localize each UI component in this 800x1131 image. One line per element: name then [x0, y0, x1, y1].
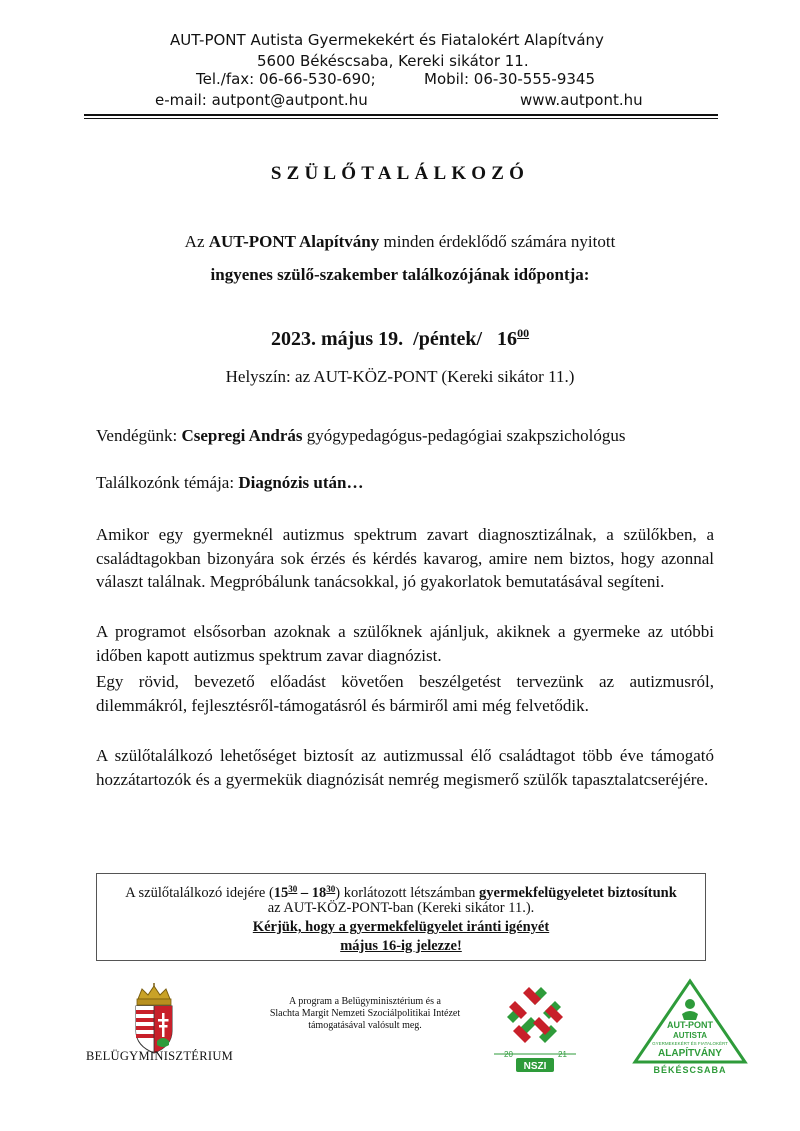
topic-label: Találkozónk témája: — [96, 473, 239, 492]
notice-time-start: $15^{30} - 18^{30}$ — [273, 884, 336, 901]
paragraph-2: A programot elsősorban azoknak a szülőknek ajánljuk, akiknek a gyermeke az utóbbi időben kapott autizmus spektrum zavar diagnózist. — [96, 622, 714, 665]
autpont-logo-line3: GYERMEKEKÉRT ÉS FIATALOKÉRT — [652, 1041, 728, 1046]
topic-value: Diagnózis után… — [238, 473, 364, 492]
intro-prefix: Az — [184, 232, 209, 251]
ministry-label: BELÜGYMINISZTÉRIUM — [86, 1049, 234, 1063]
org-mobile: Mobil: 06-30-555-9345 — [424, 70, 596, 88]
sponsor-line-1: A program a Belügyminisztérium és a — [289, 996, 441, 1007]
nszi-name: NSZI — [523, 1061, 547, 1072]
guest-line — [96, 424, 714, 448]
autpont-logo-line4: ALAPÍTVÁNY — [658, 1048, 722, 1059]
childcare-notice-box — [96, 873, 706, 961]
notice-line-3: Kérjük, hogy a gyermekfelügyelet iránti igényét — [252, 919, 550, 935]
header-rule — [84, 114, 718, 116]
nszi-year-left: 20 — [504, 1050, 513, 1059]
notice-bold-end: gyermekfelügyeletet biztosítunk — [479, 885, 677, 901]
autpont-logo-icon — [630, 978, 750, 1076]
notice-prefix: A szülőtalálkozó idejére ( — [125, 885, 274, 901]
nszi-logo-icon — [490, 985, 580, 1073]
intro-line-1 — [0, 232, 800, 252]
org-email: e-mail: autpont@autpont.hu — [155, 91, 368, 109]
header-rule-thin — [84, 118, 718, 119]
paragraph-4: A szülőtalálkozó lehetőséget biztosít az autizmussal élő családtagot több éve támogató hozzátartozók és a gyermekük diagnózisát nemrég megismerő szülők tapasztalatcseréjére. — [96, 746, 714, 789]
autpont-logo-line5: BÉKÉSCSABA — [653, 1065, 727, 1075]
event-date — [0, 326, 800, 351]
notice-line-4: május 16-ig jelezze! — [340, 938, 462, 954]
topic-line — [96, 471, 714, 495]
notice-middle: ) korlátozott létszámban — [335, 885, 480, 901]
org-address: 5600 Békéscsaba, Kereki sikátor 11. — [257, 52, 529, 70]
paragraph-1: Amikor egy gyermeknél autizmus spektrum zavart diagnosztizálnak, a szülőkben, a családtagokban bizonyára sok érzés és kérdés kavarog, amire nem biztos, hogy azonnal választ találnak. Megpróbálunk tanácsokkal, jó gyakorlatok bemutatásával segíteni. — [96, 525, 714, 591]
org-website: www.autpont.hu — [520, 91, 643, 109]
notice-line-2: az AUT-KÖZ-PONT-ban (Kereki sikátor 11.). — [267, 900, 535, 916]
event-time-minutes: 00 — [517, 326, 530, 340]
org-name: AUT-PONT Autista Gyermekekért és Fiatalokért Alapítvány — [170, 31, 604, 49]
intro-line-2: ingyenes szülő-szakember találkozójának időpontja: — [210, 265, 590, 284]
sponsor-line-3: támogatásával valósult meg. — [308, 1020, 422, 1031]
intro-org: AUT-PONT Alapítvány — [208, 232, 380, 251]
sponsor-line-2: Slachta Margit Nemzeti Szociálpolitikai Intézet — [269, 1008, 461, 1019]
guest-role: gyógypedagógus-pedagógiai szakpszichológus — [302, 426, 626, 445]
intro-suffix: minden érdeklődő számára nyitott — [379, 232, 616, 251]
org-phone: Tel./fax: 06-66-530-690; — [196, 70, 376, 88]
guest-label: Vendégünk: — [96, 426, 182, 445]
autpont-logo-line2: AUTISTA — [672, 1031, 708, 1040]
paragraph-3: Egy rövid, bevezető előadást követően beszélgetést tervezünk az autizmusról, dilemmákról, fejlesztésről-támogatásról és bármiről ami még felvetődik. — [96, 672, 714, 715]
guest-name: Csepregi András — [181, 426, 303, 445]
page-title: SZÜLŐTALÁLKOZÓ — [270, 163, 530, 184]
event-place: Helyszín: az AUT-KÖZ-PONT (Kereki sikátor 11.) — [225, 367, 575, 386]
nszi-year-right: 21 — [558, 1050, 567, 1059]
autpont-logo-line1: AUT-PONT — [667, 1020, 713, 1030]
sponsor-text — [240, 996, 490, 1032]
event-date-text: 2023. május 19. /péntek/ 16 — [270, 328, 518, 350]
